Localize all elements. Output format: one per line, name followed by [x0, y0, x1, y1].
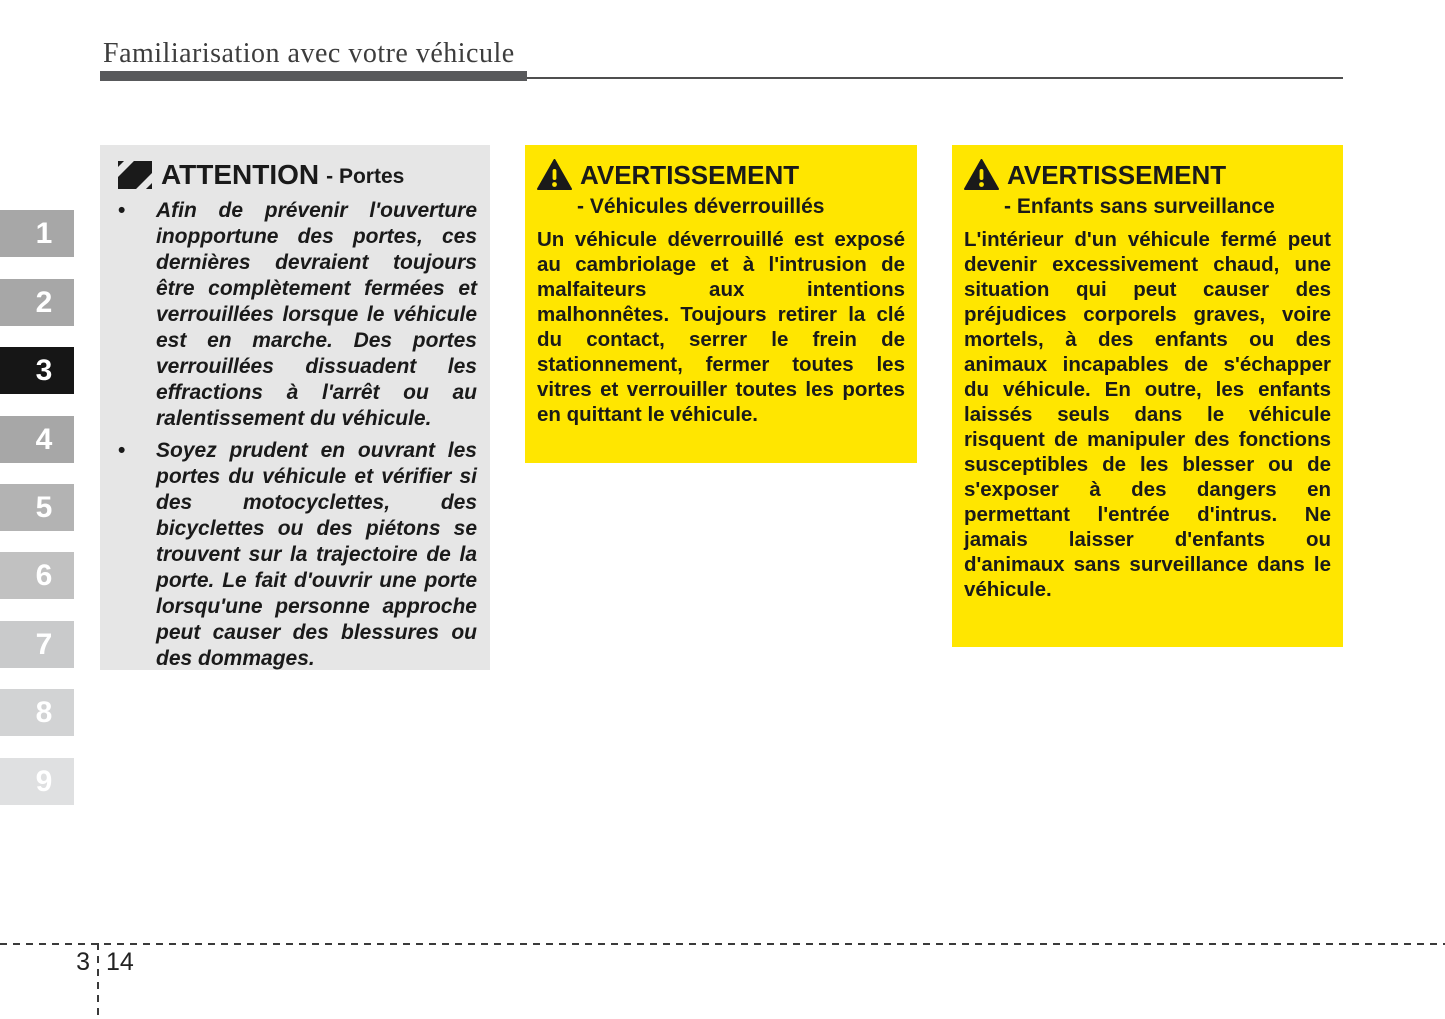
caution-subtitle: - Portes — [326, 165, 405, 188]
sidebar-tab-4 — [0, 416, 74, 463]
tab-number: 4 — [35, 422, 53, 456]
sidebar-tab-7 — [0, 621, 74, 668]
caution-bullet-1-text: Afin de prévenir l'ouverture inopportune des portes, ces dernières devraient toujours être complètement fermées et verrouillées lorsque le véhicule est en marche. Des portes verrouillées dissuadent les effractions à l'arrêt ou au ralentissement du véhicule. — [156, 199, 477, 430]
sidebar-tab-9 — [0, 758, 74, 805]
sidebar-tab-3 — [0, 347, 74, 394]
caution-bullet-1 — [118, 198, 477, 432]
tab-number: 5 — [35, 490, 53, 524]
warning-subtitle: - Enfants sans surveillance — [1004, 195, 1275, 218]
footer-dashed-line-vertical — [97, 943, 99, 1019]
caution-title: ATTENTION — [161, 159, 320, 190]
sidebar-tab-8 — [0, 689, 74, 736]
warning-triangle-icon — [537, 159, 572, 191]
header-rule-line — [527, 77, 1343, 79]
hazard-stripe-icon — [118, 161, 152, 189]
caution-bullet-2-text: Soyez prudent en ouvrant les portes du véhicule et vérifier si des motocyclettes, des bicyclettes ou des piétons se trouvent sur la trajectoire de la porte. Le fait d'ouvrir une porte lorsqu'une personne approche peut causer des blessures ou des dommages. — [156, 439, 477, 670]
tab-number: 7 — [35, 627, 53, 661]
tab-number: 8 — [35, 695, 53, 729]
warning-title: AVERTISSEMENT — [1007, 159, 1227, 190]
sidebar-tab-2 — [0, 279, 74, 326]
sidebar-tab-5 — [0, 484, 74, 531]
warning-subtitle: - Véhicules déverrouillés — [577, 195, 825, 218]
tab-number: 6 — [35, 558, 53, 592]
bullet-marker: • — [118, 439, 126, 462]
caution-header — [118, 157, 477, 193]
tab-number: 1 — [35, 216, 53, 250]
tab-number: 3 — [35, 353, 53, 387]
warning-header — [964, 157, 1331, 193]
warning-box-enfants-sans-surveillance — [952, 145, 1343, 647]
bullet-marker: • — [118, 199, 126, 222]
sidebar-tab-6 — [0, 552, 74, 599]
footer-page-number: 14 — [106, 948, 134, 976]
tab-number: 9 — [35, 764, 53, 798]
footer-dashed-line-horizontal — [0, 943, 1445, 945]
header-underline-bar — [100, 71, 527, 81]
warning-body: L'intérieur d'un véhicule fermé peut devenir excessivement chaud, une situation qui peut causer des préjudices corporels graves, voire mortels, à des enfants ou des animaux incapables de s'échapper du véhicule. En outre, les enfants laissés seuls dans le véhicule risquent de manipuler des fonctions susceptibles de les blesser ou de s'exposer à des dangers en permettant l'entrée d'intrus. Ne jamais laisser d'enfants ou d'animaux sans surveillance dans le véhicule. — [964, 228, 1331, 601]
page-title: Familiarisation avec votre véhicule — [103, 38, 515, 69]
tab-number: 2 — [35, 285, 53, 319]
footer-chapter-number: 3 — [76, 948, 90, 976]
warning-title: AVERTISSEMENT — [580, 159, 800, 190]
warning-triangle-icon — [964, 159, 999, 191]
warning-box-vehicules-deverrouilles — [525, 145, 917, 463]
sidebar-tab-1 — [0, 210, 74, 257]
caution-bullet-list — [118, 198, 477, 672]
caution-bullet-2 — [118, 438, 477, 672]
caution-box-portes — [100, 145, 490, 670]
warning-body: Un véhicule déverrouillé est exposé au cambriolage et à l'intrusion de malfaiteurs aux intentions malhonnêtes. Toujours retirer la clé du contact, serrer le frein de stationnement, fermer toutes les vitres et verrouiller toutes les portes en quittant le véhicule. — [537, 228, 905, 426]
warning-header — [537, 157, 905, 193]
